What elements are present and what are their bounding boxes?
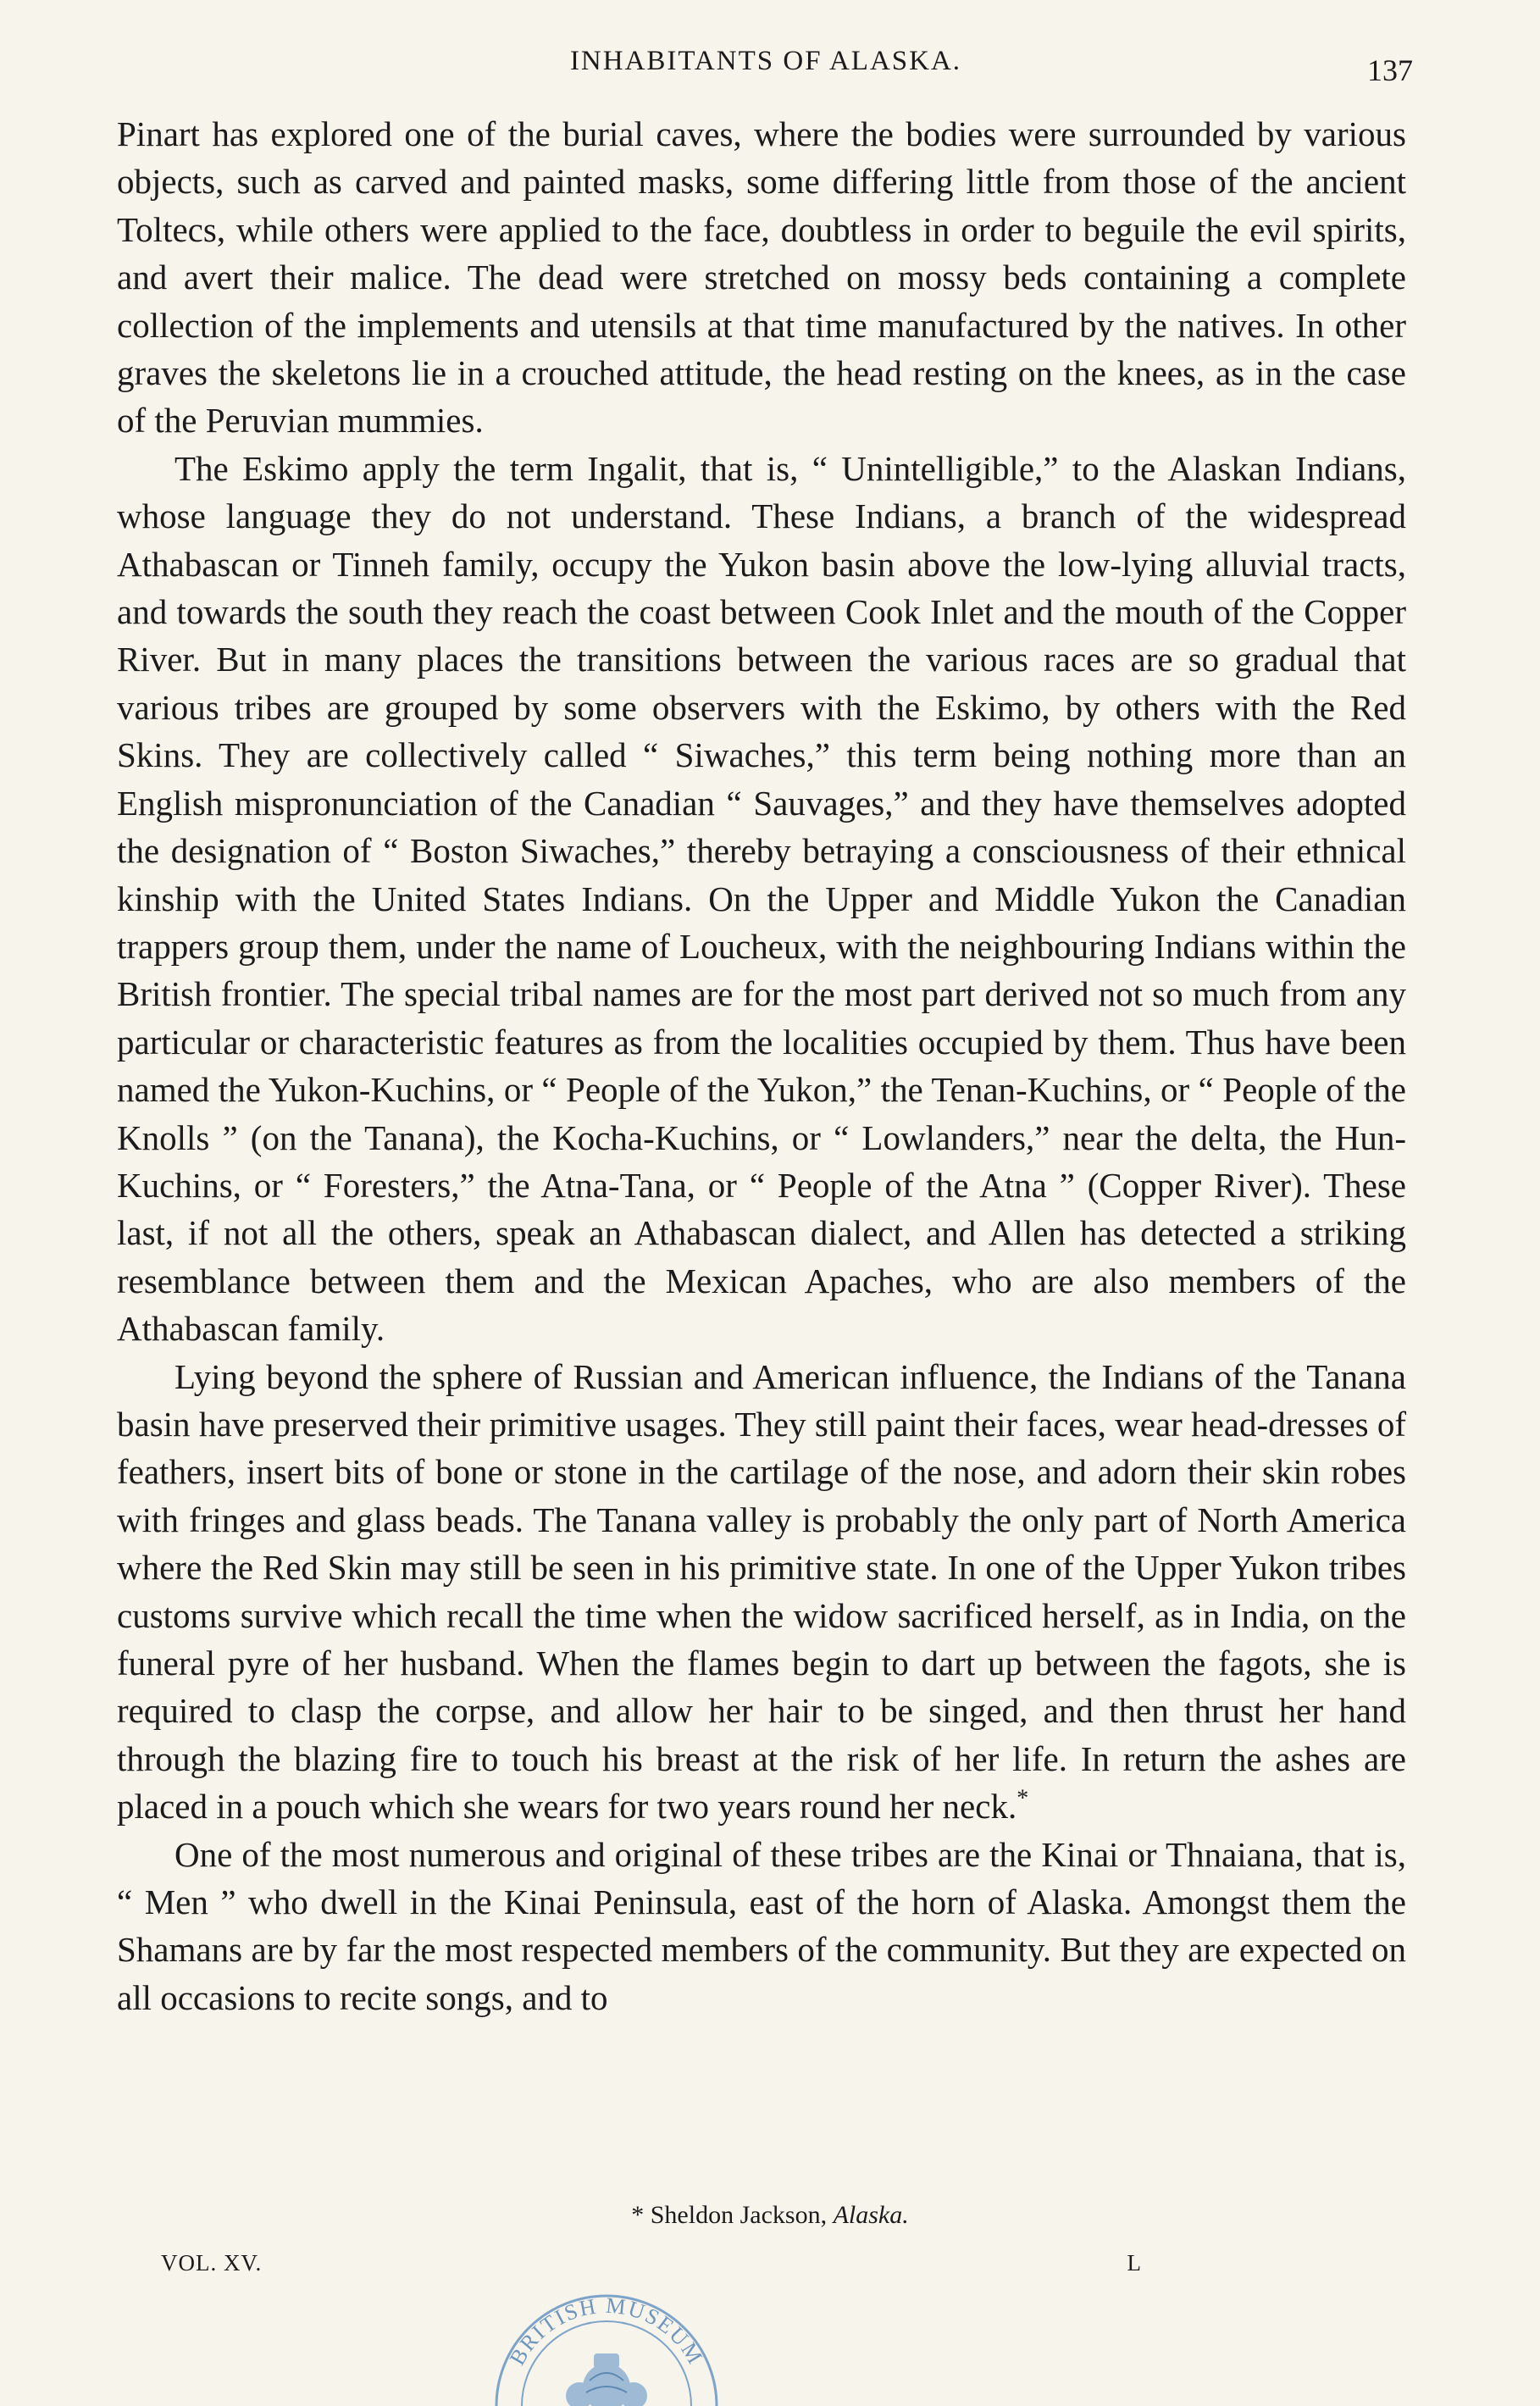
paragraph-2 <box>117 445 1406 1353</box>
footnote-author: Sheldon Jackson, <box>650 2201 828 2229</box>
paragraph-4-text: One of the most numerous and original of these tribes are the Kinai or Thnaiana, that is, “ Men ” who dwell in the Kinai Peninsula, east of the horn of Alaska. Amongst them the Shamans are by far the most respected members of the community. But they are expected on all occasions to recite songs, and to <box>117 1834 1406 2017</box>
footnote-mark: * <box>631 2201 645 2229</box>
library-stamp-icon <box>479 2279 734 2406</box>
stamp-text: BRITISH MUSEUM <box>504 2292 709 2370</box>
page-header <box>119 41 1413 91</box>
paragraph-1 <box>117 110 1406 445</box>
paragraph-3-text: Lying beyond the sphere of Russian and American influence, the Indians of the Tanana basin have preserved their primitive usages. They still paint their faces, wear head-dresses of feathers, insert bits of bone or stone in the cartilage of the nose, and adorn their skin robes with fringes and glass beads. The Tanana valley is probably the only part of North America where the Red Skin may still be seen in his primitive state. In one of the Upper Yukon tribes customs survive which recall the time when the widow sacrificed herself, as in India, on the funeral pyre of her husband. When the flames begin to dart up between the fagots, she is required to clasp the corpse, and allow her hair to be singed, and then thrust her hand through the blazing fire to touch his breast at the risk of her life. In return the ashes are placed in a pouch which she wears for two years round her neck. <box>117 1356 1406 1827</box>
footnote-title: Alaska. <box>833 2201 909 2229</box>
footnote <box>0 2201 1540 2230</box>
paragraph-1-text: Pinart has explored one of the burial caves, where the bodies were surrounded by various objects, such as carved and painted masks, some differing little from those of the ancient Toltecs, while others were applied to the face, doubtless in order to beguile the evil spirits, and avert their malice. The dead were stretched on mossy beds containing a complete collection of the implements and utensils at that time manufactured by the natives. In other graves the skeletons lie in a crouched attitude, the head resting on the knees, as in the case of the Peruvian mummies. <box>117 114 1406 441</box>
body-text <box>117 110 1406 2021</box>
paragraph-2-text: The Eskimo apply the term Ingalit, that is, “ Unintelligible,” to the Alaskan Indians, whose language they do not understand. These Indians, a branch of the widespread Athabascan or Tinneh family, occupy the Yukon basin above the low-lying alluvial tracts, and towards the south they reach the coast between Cook Inlet and the mouth of the Copper River. But in many places the transitions between the various races are so gradual that various tribes are grouped by some observers with the Eskimo, by others with the Red Skins. They are collectively called “ Siwaches,” this term being nothing more than an English mispronunciation of the Canadian “ Sauvages,” and they have themselves adopted the designation of “ Boston Siwaches,” thereby betraying a consciousness of their ethnical kinship with the United States Indians. On the Upper and Middle Yukon the Canadian trappers group them, under the name of Loucheux, with the neighbouring Indians within the British frontier. The special tribal names are for the most part derived not so much from any particular or characteristic features as from the localities occupied by them. Thus have been named the Yukon-Kuchins, or “ People of the Yukon,” the Tenan-Kuchins, or “ People of the Knolls ” (on the Tanana), the Kocha-Kuchins, or “ Lowlanders,” near the delta, the Hun-Kuchins, or “ Foresters,” the Atna-Tana, or “ People of the Atna ” (Copper River). These last, if not all the others, speak an Athabascan dialect, and Allen has detected a striking resemblance between them and the Mexican Apaches, who are also members of the Athabascan family. <box>117 448 1406 1349</box>
footnote-reference: * <box>1017 1785 1029 1812</box>
page-number: 137 <box>1367 53 1413 87</box>
running-head: INHABITANTS OF ALASKA. <box>569 46 962 76</box>
paragraph-3 <box>117 1353 1406 1831</box>
volume-label: VOL. XV. <box>161 2250 263 2276</box>
signature-mark: L <box>1127 2250 1142 2276</box>
paragraph-4 <box>117 1831 1406 2022</box>
